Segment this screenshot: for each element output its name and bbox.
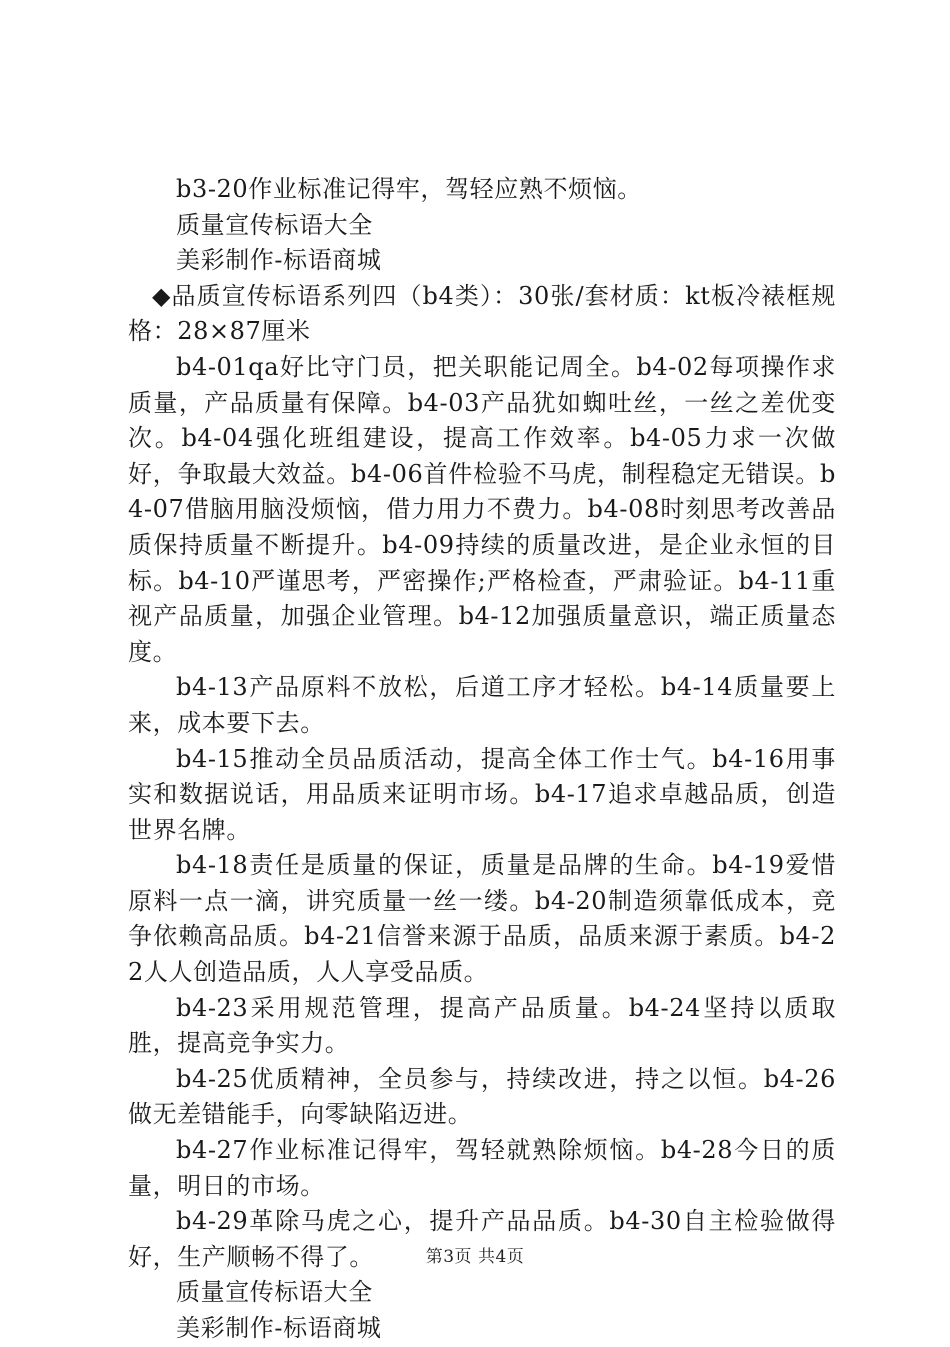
paragraph-heading: 质量宣传标语大全 [176, 210, 373, 239]
paragraph-b4-27-28: b4-27作业标准记得牢，驾轻就熟除烦恼。b4-28今日的质量，明日的市场。 [128, 1136, 836, 1200]
document-body [128, 172, 836, 1347]
paragraph-b4-01-12: b4-01qa好比守门员，把关职能记周全。b4-02每项操作求质量，产品质量有保障。b4-03产品犹如蜘吐丝，一丝之差优变次。b4-04强化班组建设，提高工作效率。b4-05力求一次做好，争取最大效益。b4-06首件检验不马虎，制程稳定无错误。b4-07借脑用脑没烦恼，借力用力不费力。b4-08时刻思考改善品质保持质量不断提升。b4-09持续的质量改进，是企业永恒的目标。b4-10严谨思考，严密操作;严格检查，严肃验证。b4-11重视产品质量，加强企业管理。b4-12加强质量意识，端正质量态度。 [128, 352, 836, 666]
paragraph-b4-25-26: b4-25优质精神，全员参与，持续改进，持之以恒。b4-26做无差错能手，向零缺陷迈进。 [128, 1064, 836, 1129]
paragraph-series-intro: ◆品质宣传标语系列四（b4类）：30张/套材质：kt板冷裱框规格：28×87厘米 [128, 281, 836, 346]
paragraph-credit-2: 美彩制作-标语商城 [176, 1314, 382, 1342]
paragraph-b4-15-17: b4-15推动全员品质活动，提高全体工作士气。b4-16用事实和数据说话，用品质来证明市场。b4-17追求卓越品质，创造世界名牌。 [128, 744, 836, 844]
paragraph-heading-2: 质量宣传标语大全 [176, 1278, 373, 1307]
page-number: 第3页 共4页 [425, 1247, 525, 1267]
paragraph-b4-23-24: b4-23采用规范管理，提高产品质量。b4-24坚持以质取胜，提高竞争实力。 [128, 993, 836, 1058]
paragraph-b4-18-22: b4-18责任是质量的保证，质量是品牌的生命。b4-19爱惜原料一点一滴，讲究质量一丝一缕。b4-20制造须靠低成本，竞争依赖高品质。b4-21信誉来源于品质，品质来源于素质。b4-22人人创造品质，人人享受品质。 [128, 851, 836, 987]
paragraph-credit: 美彩制作-标语商城 [176, 246, 382, 275]
paragraph-b4-13-14: b4-13产品原料不放松，后道工序才轻松。b4-14质量要上来，成本要下去。 [128, 673, 836, 737]
paragraph-b4-29-30: b4-29革除马虎之心，提升产品品质。b4-30自主检验做得好，生产顺畅不得了。 [128, 1207, 836, 1271]
paragraph-b3-20: b3-20作业标准记得牢，驾轻应熟不烦恼。 [176, 175, 642, 203]
